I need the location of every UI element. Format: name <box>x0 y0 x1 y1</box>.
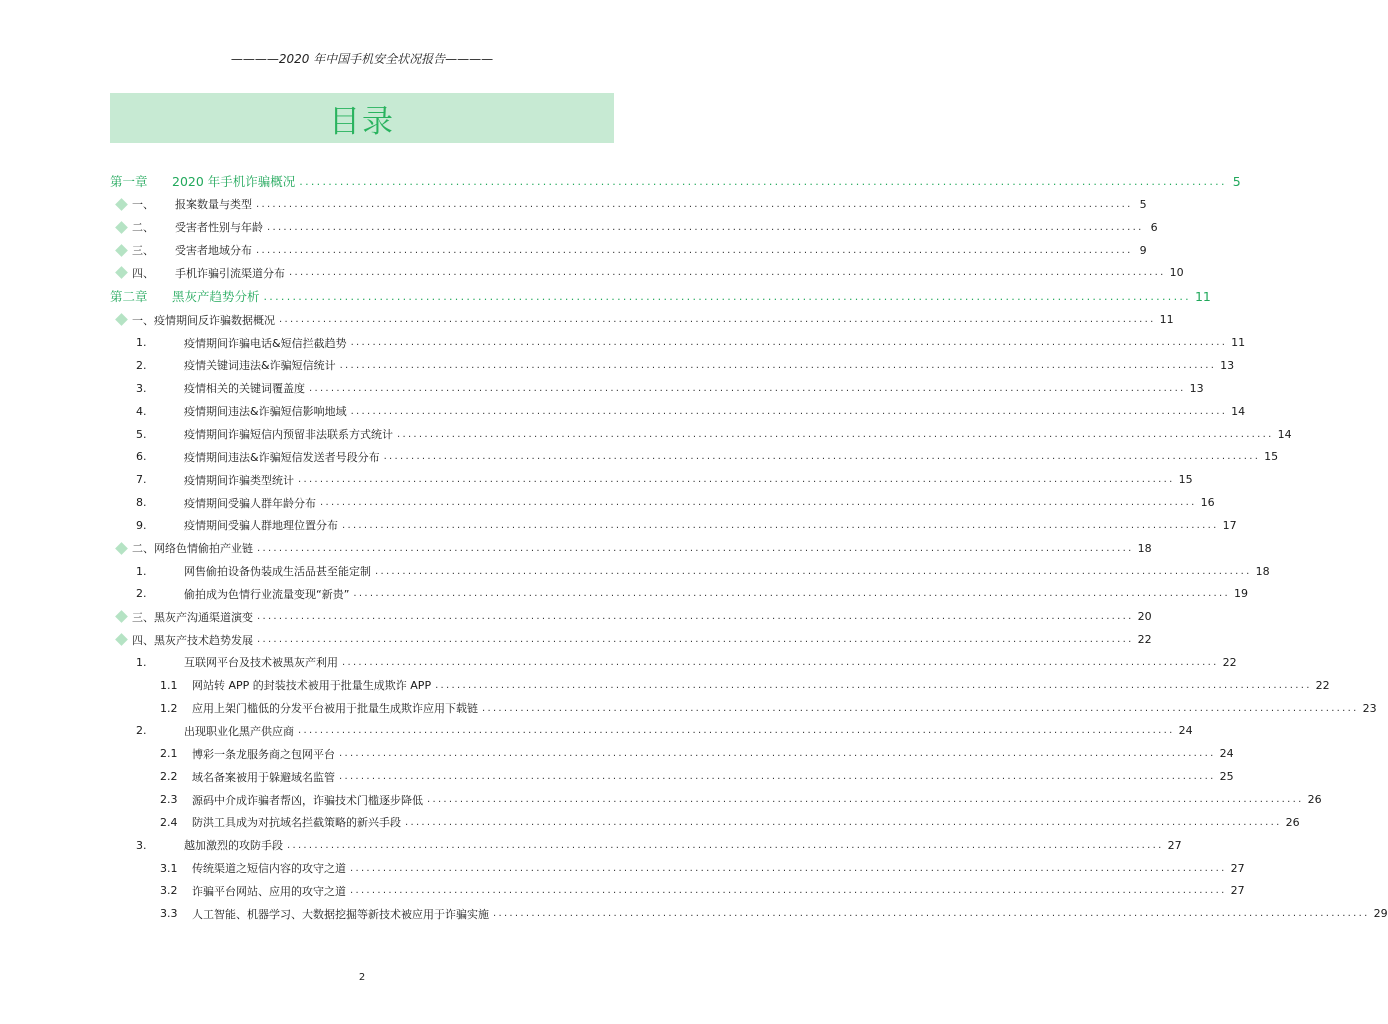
toc-entry-number: 4. <box>136 404 147 418</box>
toc-entry-title: 互联网平台及技术被黑灰产利用 <box>184 656 338 670</box>
toc-entry-number: 3. <box>136 381 147 395</box>
toc-entry-page: 22 <box>1137 633 1152 647</box>
toc-entry[interactable] <box>110 765 1234 788</box>
toc-entry[interactable] <box>110 400 1246 423</box>
diamond-bullet-icon <box>115 633 128 646</box>
toc-entry-number: 6. <box>136 450 147 464</box>
toc-entry-number: 5. <box>136 427 147 441</box>
toc-entry[interactable] <box>110 308 1174 331</box>
toc-entry-title: 网站转 APP 的封装技术被用于批量生成欺诈 APP <box>192 679 432 693</box>
toc-entry[interactable] <box>110 902 1388 925</box>
dot-leader: ................................................................................................................................................................ <box>267 221 1144 233</box>
toc-entry-title: 疫情期间诈骗电话&短信拦截趋势 <box>184 336 347 350</box>
dot-leader: ................................................................................................................................................................ <box>289 267 1166 279</box>
toc-entry[interactable] <box>110 674 1330 697</box>
toc-entry-page: 27 <box>1167 838 1182 852</box>
toc-entry-number: 2. <box>136 587 147 601</box>
toc-entry-number: 一、 <box>132 313 154 327</box>
dot-leader: ................................................................................................................................................................ <box>375 565 1252 577</box>
toc-entry[interactable] <box>110 811 1300 834</box>
toc-entry[interactable] <box>110 788 1322 811</box>
toc-entry-title: 报案数量与类型 <box>175 198 252 212</box>
toc-entry-number: 三、 <box>132 610 154 624</box>
dot-leader: ................................................................................................................................................................ <box>350 337 1228 349</box>
toc-entry-page: 23 <box>1362 701 1377 715</box>
dot-leader: ................................................................................................................................................................ <box>482 702 1359 714</box>
toc-entry-page: 14 <box>1231 404 1246 418</box>
toc-entry-number: 1.1 <box>160 678 178 692</box>
toc-entry-page: 16 <box>1200 496 1215 510</box>
toc-entry-number: 8. <box>136 496 147 510</box>
toc-entry-page: 14 <box>1277 427 1292 441</box>
toc-entry-page: 17 <box>1222 518 1237 532</box>
toc-entry-number: 3.2 <box>160 884 178 898</box>
toc-entry[interactable] <box>110 879 1245 902</box>
toc-entry-title: 2020 年手机诈骗概况 <box>172 174 296 189</box>
toc-entry-number: 第一章 <box>110 174 148 189</box>
dot-leader: ................................................................................................................................................................ <box>287 839 1164 851</box>
toc-entry[interactable] <box>110 651 1237 674</box>
toc-entry[interactable] <box>110 331 1246 354</box>
toc-entry[interactable] <box>110 216 1158 239</box>
dot-leader: ................................................................................................................................................................ <box>309 382 1186 394</box>
dot-leader: ................................................................................................................................................................ <box>435 679 1312 691</box>
toc-entry-number: 三、 <box>132 244 154 258</box>
diamond-bullet-icon <box>115 542 128 555</box>
toc-entry-page: 22 <box>1222 655 1237 669</box>
toc-entry-title: 受害者性别与年龄 <box>175 221 263 235</box>
toc-entry-title: 网络色情偷拍产业链 <box>154 542 253 556</box>
dot-leader: ................................................................................................................................................................ <box>397 428 1274 440</box>
toc-entry-number: 2.4 <box>160 815 178 829</box>
toc-entry-number: 一、 <box>132 198 154 212</box>
toc-entry-page: 19 <box>1234 587 1248 601</box>
toc-entry-page: 22 <box>1315 678 1330 692</box>
diamond-bullet-icon <box>115 244 128 257</box>
toc-entry[interactable] <box>110 583 1248 606</box>
toc-entry-title: 域名备案被用于躲避域名监管 <box>192 770 335 784</box>
toc-entry-title: 黑灰产沟通渠道演变 <box>154 610 253 624</box>
toc-entry[interactable] <box>110 857 1245 880</box>
dot-leader: ................................................................................................................................................................ <box>257 542 1134 554</box>
toc-entry[interactable] <box>110 193 1147 216</box>
toc-entry-title: 诈骗平台网站、应用的攻守之道 <box>192 884 346 898</box>
toc-entry[interactable] <box>110 239 1147 262</box>
toc-entry-number: 2. <box>136 724 147 738</box>
toc-entry-title: 黑灰产技术趋势发展 <box>154 633 253 647</box>
toc-entry-title: 越加激烈的攻防手段 <box>184 839 283 853</box>
toc-entry-number: 1. <box>136 655 147 669</box>
toc-entry-page: 5 <box>1232 173 1241 189</box>
toc-entry-page: 10 <box>1169 266 1184 280</box>
toc-entry[interactable] <box>110 628 1152 651</box>
toc-entry-page: 25 <box>1219 770 1234 784</box>
toc-entry-title: 应用上架门槛低的分发平台被用于批量生成欺诈应用下载链 <box>192 702 478 716</box>
toc-entry-title: 源码中介成诈骗者帮凶，诈骗技术门槛逐步降低 <box>192 793 423 807</box>
toc-entry-title: 手机诈骗引流渠道分布 <box>175 266 285 280</box>
toc-entry-page: 27 <box>1230 884 1245 898</box>
toc-entry-title: 受害者地域分布 <box>175 244 252 258</box>
toc-entry-title: 防洪工具成为对抗域名拦截策略的新兴手段 <box>192 816 401 830</box>
dot-leader: ................................................................................................................................................................ <box>342 656 1219 668</box>
dot-leader: ................................................................................................................................................................ <box>279 314 1156 326</box>
toc-entry-page: 11 <box>1194 288 1211 304</box>
toc-entry-page: 26 <box>1307 793 1322 807</box>
dot-leader: ................................................................................................................................................................ <box>339 359 1217 371</box>
toc-entry-number: 第二章 <box>110 289 148 305</box>
toc-entry[interactable] <box>110 514 1237 537</box>
toc-entry-page: 11 <box>1159 313 1174 327</box>
table-of-contents <box>110 169 1388 925</box>
toc-entry-title: 偷拍成为色情行业流量变现“新贵” <box>184 587 350 601</box>
toc-entry-number: 四、 <box>132 266 154 280</box>
toc-entry[interactable] <box>110 605 1152 628</box>
dot-leader: ................................................................................................................................................................ <box>339 748 1216 760</box>
toc-entry-page: 29 <box>1373 907 1388 921</box>
toc-entry-number: 四、 <box>132 633 154 647</box>
toc-entry-number: 3.3 <box>160 907 178 921</box>
diamond-bullet-icon <box>115 221 128 234</box>
toc-entry[interactable] <box>110 445 1279 468</box>
dot-leader: ................................................................................................................................................................ <box>256 244 1133 256</box>
toc-entry[interactable] <box>110 423 1292 446</box>
toc-entry-number: 1.2 <box>160 701 178 715</box>
toc-entry[interactable] <box>110 468 1193 491</box>
toc-entry-page: 18 <box>1255 564 1270 578</box>
toc-entry-title: 疫情期间违法&诈骗短信影响地域 <box>184 405 347 419</box>
toc-entry-page: 15 <box>1178 473 1193 487</box>
toc-entry-page: 13 <box>1189 381 1204 395</box>
diamond-bullet-icon <box>115 198 128 211</box>
toc-entry-number: 2.3 <box>160 793 178 807</box>
toc-entry-title: 网售偷拍设备伪装成生活品甚至能定制 <box>184 565 371 579</box>
toc-entry-title: 疫情期间反诈骗数据概况 <box>154 313 275 327</box>
dot-leader: ................................................................................................................................................................ <box>298 474 1175 486</box>
toc-title-banner <box>110 93 614 143</box>
diamond-bullet-icon <box>115 610 128 623</box>
dot-leader: ................................................................................................................................................................ <box>256 198 1133 210</box>
toc-entry-page: 24 <box>1178 724 1193 738</box>
dot-leader: ................................................................................................................................................................ <box>405 816 1282 828</box>
toc-entry-title: 传统渠道之短信内容的攻守之道 <box>192 862 346 876</box>
toc-title: 目录 <box>329 103 395 140</box>
dot-leader: ................................................................................................................................................................ <box>350 885 1227 897</box>
toc-entry-page: 5 <box>1139 197 1147 211</box>
toc-entry-page: 18 <box>1137 541 1152 555</box>
toc-entry[interactable] <box>110 697 1377 720</box>
toc-entry[interactable] <box>110 742 1234 765</box>
toc-entry-title: 疫情相关的关键词覆盖度 <box>184 382 305 396</box>
toc-entry-number: 二、 <box>132 542 154 556</box>
toc-chapter-entry[interactable] <box>110 284 1211 308</box>
toc-entry-number: 2. <box>136 358 147 372</box>
dot-leader: ................................................................................................................................................................ <box>342 519 1219 531</box>
page-number: 2 <box>358 972 366 983</box>
toc-entry[interactable] <box>110 720 1193 743</box>
toc-entry-title: 人工智能、机器学习、大数据挖掘等新技术被应用于诈骗实施 <box>192 907 489 921</box>
toc-entry-number: 1. <box>136 336 147 350</box>
toc-entry-title: 疫情期间违法&诈骗短信发送者号段分布 <box>184 450 380 464</box>
toc-entry-title: 博彩一条龙服务商之包网平台 <box>192 747 335 761</box>
toc-entry[interactable] <box>110 354 1235 377</box>
toc-entry-page: 24 <box>1219 747 1234 761</box>
toc-entry-page: 15 <box>1264 450 1279 464</box>
dot-leader: ................................................................................................................................................................ <box>320 497 1197 509</box>
toc-entry-page: 9 <box>1139 243 1147 257</box>
dot-leader: ................................................................................................................................................................ <box>339 771 1216 783</box>
toc-entry-title: 疫情期间诈骗类型统计 <box>184 473 294 487</box>
toc-entry-page: 27 <box>1230 861 1245 875</box>
toc-entry-page: 6 <box>1150 220 1158 234</box>
toc-entry[interactable] <box>110 560 1270 583</box>
toc-chapter-entry[interactable] <box>110 169 1241 193</box>
dot-leader: ................................................................................................................................................................ <box>350 862 1227 874</box>
dot-leader: ................................................................................................................................................................ <box>427 794 1304 806</box>
dot-leader: ................................................................................................................................................................ <box>299 174 1227 188</box>
toc-entry-title: 疫情期间诈骗短信内预留非法联系方式统计 <box>184 428 393 442</box>
toc-entry[interactable] <box>110 537 1152 560</box>
dot-leader: ................................................................................................................................................................ <box>383 451 1261 463</box>
dot-leader: ................................................................................................................................................................ <box>353 588 1230 600</box>
toc-entry-number: 9. <box>136 518 147 532</box>
toc-entry-number: 2.1 <box>160 747 178 761</box>
toc-entry-number: 1. <box>136 564 147 578</box>
toc-entry-page: 26 <box>1285 815 1300 829</box>
diamond-bullet-icon <box>115 313 128 326</box>
toc-entry-title: 出现职业化黑产供应商 <box>184 724 294 738</box>
toc-entry-page: 11 <box>1231 336 1246 350</box>
dot-leader: ................................................................................................................................................................ <box>493 908 1370 920</box>
toc-entry-title: 黑灰产趋势分析 <box>172 289 260 305</box>
dot-leader: ................................................................................................................................................................ <box>263 289 1191 303</box>
toc-entry-number: 3. <box>136 838 147 852</box>
toc-entry-title: 疫情期间受骗人群年龄分布 <box>184 496 316 510</box>
toc-entry-title: 疫情期间受骗人群地理位置分布 <box>184 519 338 533</box>
toc-entry-number: 二、 <box>132 221 154 235</box>
report-header: ————2020 年中国手机安全状况报告———— <box>230 52 494 66</box>
dot-leader: ................................................................................................................................................................ <box>257 634 1134 646</box>
toc-entry-number: 3.1 <box>160 861 178 875</box>
toc-entry[interactable] <box>110 377 1204 400</box>
toc-entry-page: 13 <box>1220 358 1235 372</box>
dot-leader: ................................................................................................................................................................ <box>257 611 1134 623</box>
toc-entry-number: 2.2 <box>160 770 178 784</box>
toc-entry[interactable] <box>110 834 1182 857</box>
toc-entry-page: 20 <box>1137 610 1152 624</box>
diamond-bullet-icon <box>115 267 128 280</box>
dot-leader: ................................................................................................................................................................ <box>350 405 1228 417</box>
dot-leader: ................................................................................................................................................................ <box>298 725 1175 737</box>
toc-entry[interactable] <box>110 262 1184 285</box>
toc-entry-title: 疫情关键词违法&诈骗短信统计 <box>184 359 336 373</box>
toc-entry-number: 7. <box>136 473 147 487</box>
toc-entry[interactable] <box>110 491 1215 514</box>
